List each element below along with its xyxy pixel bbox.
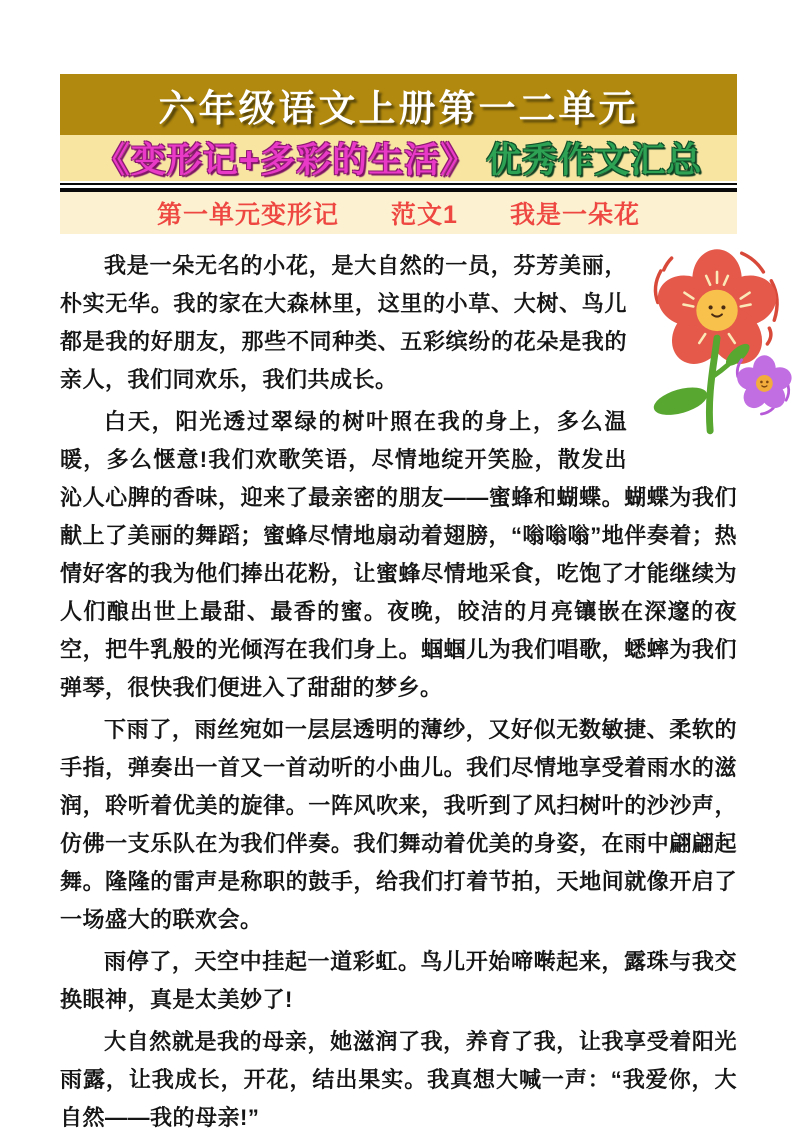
essay-paragraph-3: 下雨了，雨丝宛如一层层透明的薄纱，又好似无数敏捷、柔软的手指，弹奏出一首又一首动听的小曲儿。我们尽情地享受着雨水的滋润，聆听着优美的旋律。一阵风吹来，我听到了风扫树叶的沙沙声，仿佛一支乐队在为我们伴奏。我们舞动着优美的身姿，在雨中翩翩起舞。隆隆的雷声是称职的鼓手，给我们打着节拍，天地间就像开启了一场盛大的联欢会。 xyxy=(60,717,737,932)
essay-paragraph-1: 我是一朵无名的小花，是大自然的一员，芬芳美丽，朴实无华。我的家在大森林里，这里的小草、大树、鸟儿都是我的好朋友，那些不同种类、五彩缤纷的花朵是我的亲人，我们同欢乐，我们共成长。 xyxy=(60,253,627,392)
banner-collection-title xyxy=(60,135,737,181)
collection-title-highlight: 《变形记+多彩的生活》 xyxy=(94,141,477,180)
essay-paragraph-2: 白天，阳光透过翠绿的树叶照在我的身上，多么温暖，多么惬意!我们欢歌笑语，尽情地绽开笑脸，散发出沁人心脾的香味，迎来了最亲密的朋友——蜜蜂和蝴蝶。蝴蝶为我们献上了美丽的舞蹈；蜜蜂尽情地扇动着翅膀，“嗡嗡嗡”地伴奏着；热情好客的我为他们捧出花粉，让蜜蜂尽情地采食，吃饱了才能继续为人们酿出世上最甜、最香的蜜。夜晚，皎洁的月亮镶嵌在深邃的夜空，把牛乳般的光倾泻在我们身上。蝈蝈儿为我们唱歌，蟋蟀为我们弹琴，很快我们便进入了甜甜的梦乡。 xyxy=(60,409,737,700)
double-rule-divider xyxy=(60,183,737,192)
essay-title-text: 第一单元变形记 范文1 我是一朵花 xyxy=(157,201,640,229)
flower-illustration xyxy=(633,247,737,445)
essay-body xyxy=(60,247,737,1137)
essay-paragraph-4: 雨停了，天空中挂起一道彩虹。鸟儿开始啼啭起来，露珠与我交换眼神，真是太美妙了! xyxy=(60,949,737,1012)
grade-title-text: 六年级语文上册第一二单元 xyxy=(158,88,639,130)
header xyxy=(60,74,737,234)
essay-paragraph-5: 大自然就是我的母亲，她滋润了我，养育了我，让我享受着阳光雨露，让我成长，开花，结出果实。我真想大喊一声：“我爱你，大自然——我的母亲!” xyxy=(60,1029,737,1130)
flower-icon xyxy=(645,247,793,435)
banner-grade-title xyxy=(60,74,737,135)
content-column xyxy=(60,74,737,1141)
collection-title-rest: 优秀作文汇总 xyxy=(486,141,703,180)
banner-essay-title xyxy=(60,192,737,234)
